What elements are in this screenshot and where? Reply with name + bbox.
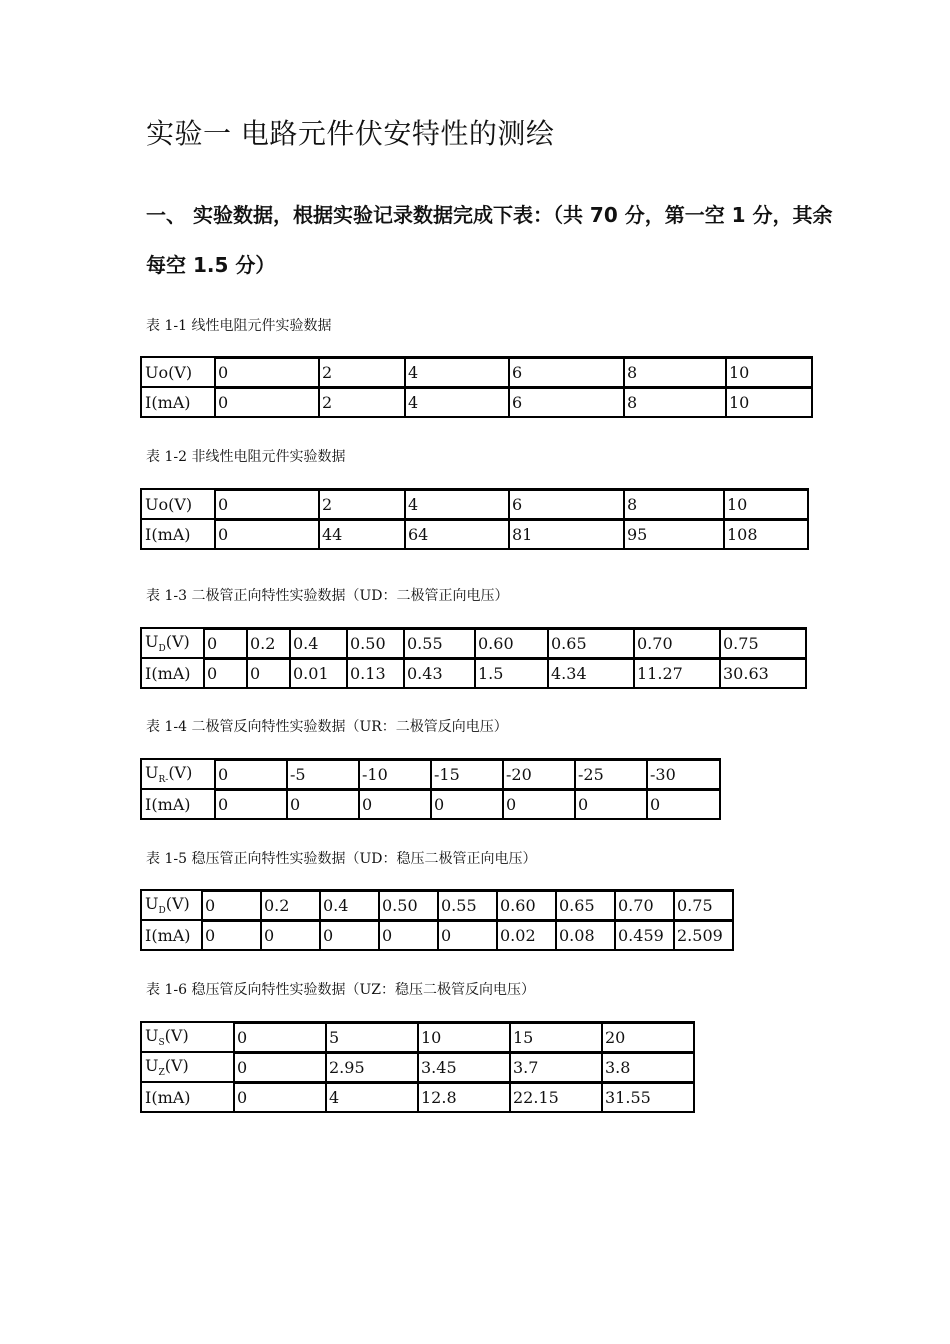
row-label: I(mA) [142, 919, 201, 949]
table-cell: 0.50 [378, 891, 437, 919]
table-row [142, 629, 805, 657]
table-cell: 10 [725, 386, 811, 416]
table-cell: 0 [260, 919, 319, 949]
table-cell: 0.2 [260, 891, 319, 919]
table-cell: 0 [214, 760, 286, 788]
table-cell: 0 [574, 788, 646, 818]
row-label [142, 629, 203, 657]
label-main: U [145, 894, 159, 913]
table-cell: 0.43 [403, 657, 474, 687]
table-cell: -15 [430, 760, 502, 788]
table-cell: 0 [319, 919, 378, 949]
table-cell: 1.5 [474, 657, 547, 687]
table-row [142, 760, 719, 788]
table-row [142, 518, 807, 548]
table-cell: 0.459 [614, 919, 673, 949]
table-cell: 2 [318, 386, 404, 416]
table-row [142, 490, 807, 518]
table-cell: 0 [437, 919, 496, 949]
table-cell: 0 [646, 788, 719, 818]
table-cell: 8 [623, 490, 723, 518]
table-cell: 3.8 [601, 1051, 693, 1081]
data-table-1-6 [140, 1021, 695, 1113]
table-row [142, 1023, 693, 1051]
row-label: Uo(V) [145, 362, 193, 382]
table-row [142, 788, 719, 818]
table-caption: 表 1-2 非线性电阻元件实验数据 [146, 449, 346, 465]
table-cell: 0 [246, 657, 289, 687]
label-unit: (V) [168, 763, 193, 782]
table-cell: 5 [325, 1023, 417, 1051]
table-cell: 64 [404, 518, 508, 548]
table-cell: 0.60 [496, 891, 555, 919]
table-caption: 表 1-6 稳压管反向特性实验数据（UZ：稳压二极管反向电压） [146, 982, 535, 998]
row-label: I(mA) [142, 518, 214, 548]
row-label: I(mA) [142, 1081, 233, 1111]
label-unit: (V) [165, 632, 190, 651]
data-table-1-2 [140, 488, 809, 550]
table-row [142, 1081, 693, 1111]
row-label: I(mA) [142, 386, 214, 416]
table-caption: 表 1-3 二极管正向特性实验数据（UD：二极管正向电压） [146, 588, 509, 604]
table-cell: 3.45 [417, 1051, 509, 1081]
table-cell: 81 [508, 518, 623, 548]
page-title: 实验一 电路元件伏安特性的测绘 [146, 117, 555, 150]
row-label [142, 1051, 233, 1081]
table-cell: 10 [723, 490, 807, 518]
label-subscript: R- [158, 775, 169, 785]
data-table-1-5 [140, 889, 734, 951]
table-caption: 表 1-5 稳压管正向特性实验数据（UD：稳压二极管正向电压） [146, 851, 537, 867]
row-label [142, 1023, 233, 1051]
table-cell: 0 [378, 919, 437, 949]
table-cell: 11.27 [633, 657, 719, 687]
table-cell: 0.75 [719, 629, 805, 657]
table-cell: 44 [318, 518, 404, 548]
label-main: U [145, 1056, 159, 1075]
table-cell: -25 [574, 760, 646, 788]
table-cell: 0 [233, 1081, 325, 1111]
table-cell: 31.55 [601, 1081, 693, 1111]
table-cell: 0 [214, 788, 286, 818]
table-row [142, 657, 805, 687]
table-cell: 0.4 [319, 891, 378, 919]
table-cell: 0.65 [547, 629, 633, 657]
table-cell: 0 [203, 657, 246, 687]
table-caption: 表 1-1 线性电阻元件实验数据 [146, 318, 332, 334]
table-cell: 0.65 [555, 891, 614, 919]
table-cell: 108 [723, 518, 807, 548]
table-caption: 表 1-4 二极管反向特性实验数据（UR：二极管反向电压） [146, 719, 508, 735]
table-cell: 0 [214, 518, 318, 548]
table-row [142, 358, 811, 386]
label-subscript: D [158, 644, 166, 654]
table-cell: 2 [318, 490, 404, 518]
table-cell: 8 [623, 386, 725, 416]
table-cell: 4 [404, 358, 508, 386]
table-cell: 0.08 [555, 919, 614, 949]
table-cell: 0.02 [496, 919, 555, 949]
label-subscript: D [158, 906, 166, 916]
label-subscript: Z [158, 1068, 165, 1078]
table-cell: 6 [508, 490, 623, 518]
table-cell: 0 [233, 1023, 325, 1051]
label-unit: (V) [164, 1056, 189, 1075]
table-cell: 12.8 [417, 1081, 509, 1111]
table-cell: 0 [430, 788, 502, 818]
table-cell: 0 [203, 629, 246, 657]
table-cell: 0.55 [403, 629, 474, 657]
table-cell: 10 [417, 1023, 509, 1051]
label-main: U [145, 763, 159, 782]
row-label: I(mA) [142, 788, 214, 818]
table-cell: 0.01 [289, 657, 346, 687]
table-cell: 0.55 [437, 891, 496, 919]
table-cell: 22.15 [509, 1081, 601, 1111]
label-unit: (V) [164, 1026, 189, 1045]
table-cell: 95 [623, 518, 723, 548]
table-cell: 30.63 [719, 657, 805, 687]
label-unit: (V) [165, 894, 190, 913]
table-cell: 0.50 [346, 629, 403, 657]
table-cell: 20 [601, 1023, 693, 1051]
table-cell: 8 [623, 358, 725, 386]
table-cell: 15 [509, 1023, 601, 1051]
table-cell: 0.60 [474, 629, 547, 657]
row-label [142, 760, 214, 788]
table-cell: -5 [286, 760, 358, 788]
table-row [142, 1051, 693, 1081]
table-cell: 10 [725, 358, 811, 386]
table-cell: 4 [325, 1081, 417, 1111]
table-cell: 0 [201, 891, 260, 919]
label-subscript: S [158, 1038, 165, 1048]
table-cell: -30 [646, 760, 719, 788]
data-table-1-1 [140, 356, 813, 418]
table-cell: 3.7 [509, 1051, 601, 1081]
table-cell: 0 [502, 788, 574, 818]
table-cell: 0 [214, 490, 318, 518]
table-cell: 0.70 [633, 629, 719, 657]
label-main: U [145, 1026, 159, 1045]
table-cell: 0.70 [614, 891, 673, 919]
table-cell: 2 [318, 358, 404, 386]
table-cell: 0.4 [289, 629, 346, 657]
table-cell: 0.2 [246, 629, 289, 657]
table-row [142, 891, 732, 919]
table-cell: 2.95 [325, 1051, 417, 1081]
table-cell: 0 [214, 386, 318, 416]
table-cell: 4.34 [547, 657, 633, 687]
table-cell: 0.13 [346, 657, 403, 687]
data-table-1-4 [140, 758, 721, 820]
table-cell: 6 [508, 358, 623, 386]
row-label: I(mA) [142, 657, 203, 687]
table-cell: -20 [502, 760, 574, 788]
table-cell: 0 [214, 358, 318, 386]
table-row [142, 386, 811, 416]
table-cell: 6 [508, 386, 623, 416]
table-row [142, 919, 732, 949]
table-cell: 0 [201, 919, 260, 949]
table-cell: 0 [286, 788, 358, 818]
table-cell: 4 [404, 386, 508, 416]
row-label: Uo(V) [145, 494, 193, 514]
table-cell: -10 [358, 760, 430, 788]
data-table-1-3 [140, 627, 807, 689]
row-label [142, 891, 201, 919]
section-heading: 一、 实验数据，根据实验记录数据完成下表：（共 70 分，第一空 1 分，其余每空 1.5 分） [146, 203, 833, 277]
table-cell: 0.75 [673, 891, 732, 919]
table-cell: 0 [358, 788, 430, 818]
table-cell: 4 [404, 490, 508, 518]
table-cell: 0 [233, 1051, 325, 1081]
label-main: U [145, 632, 159, 651]
table-cell: 2.509 [673, 919, 732, 949]
